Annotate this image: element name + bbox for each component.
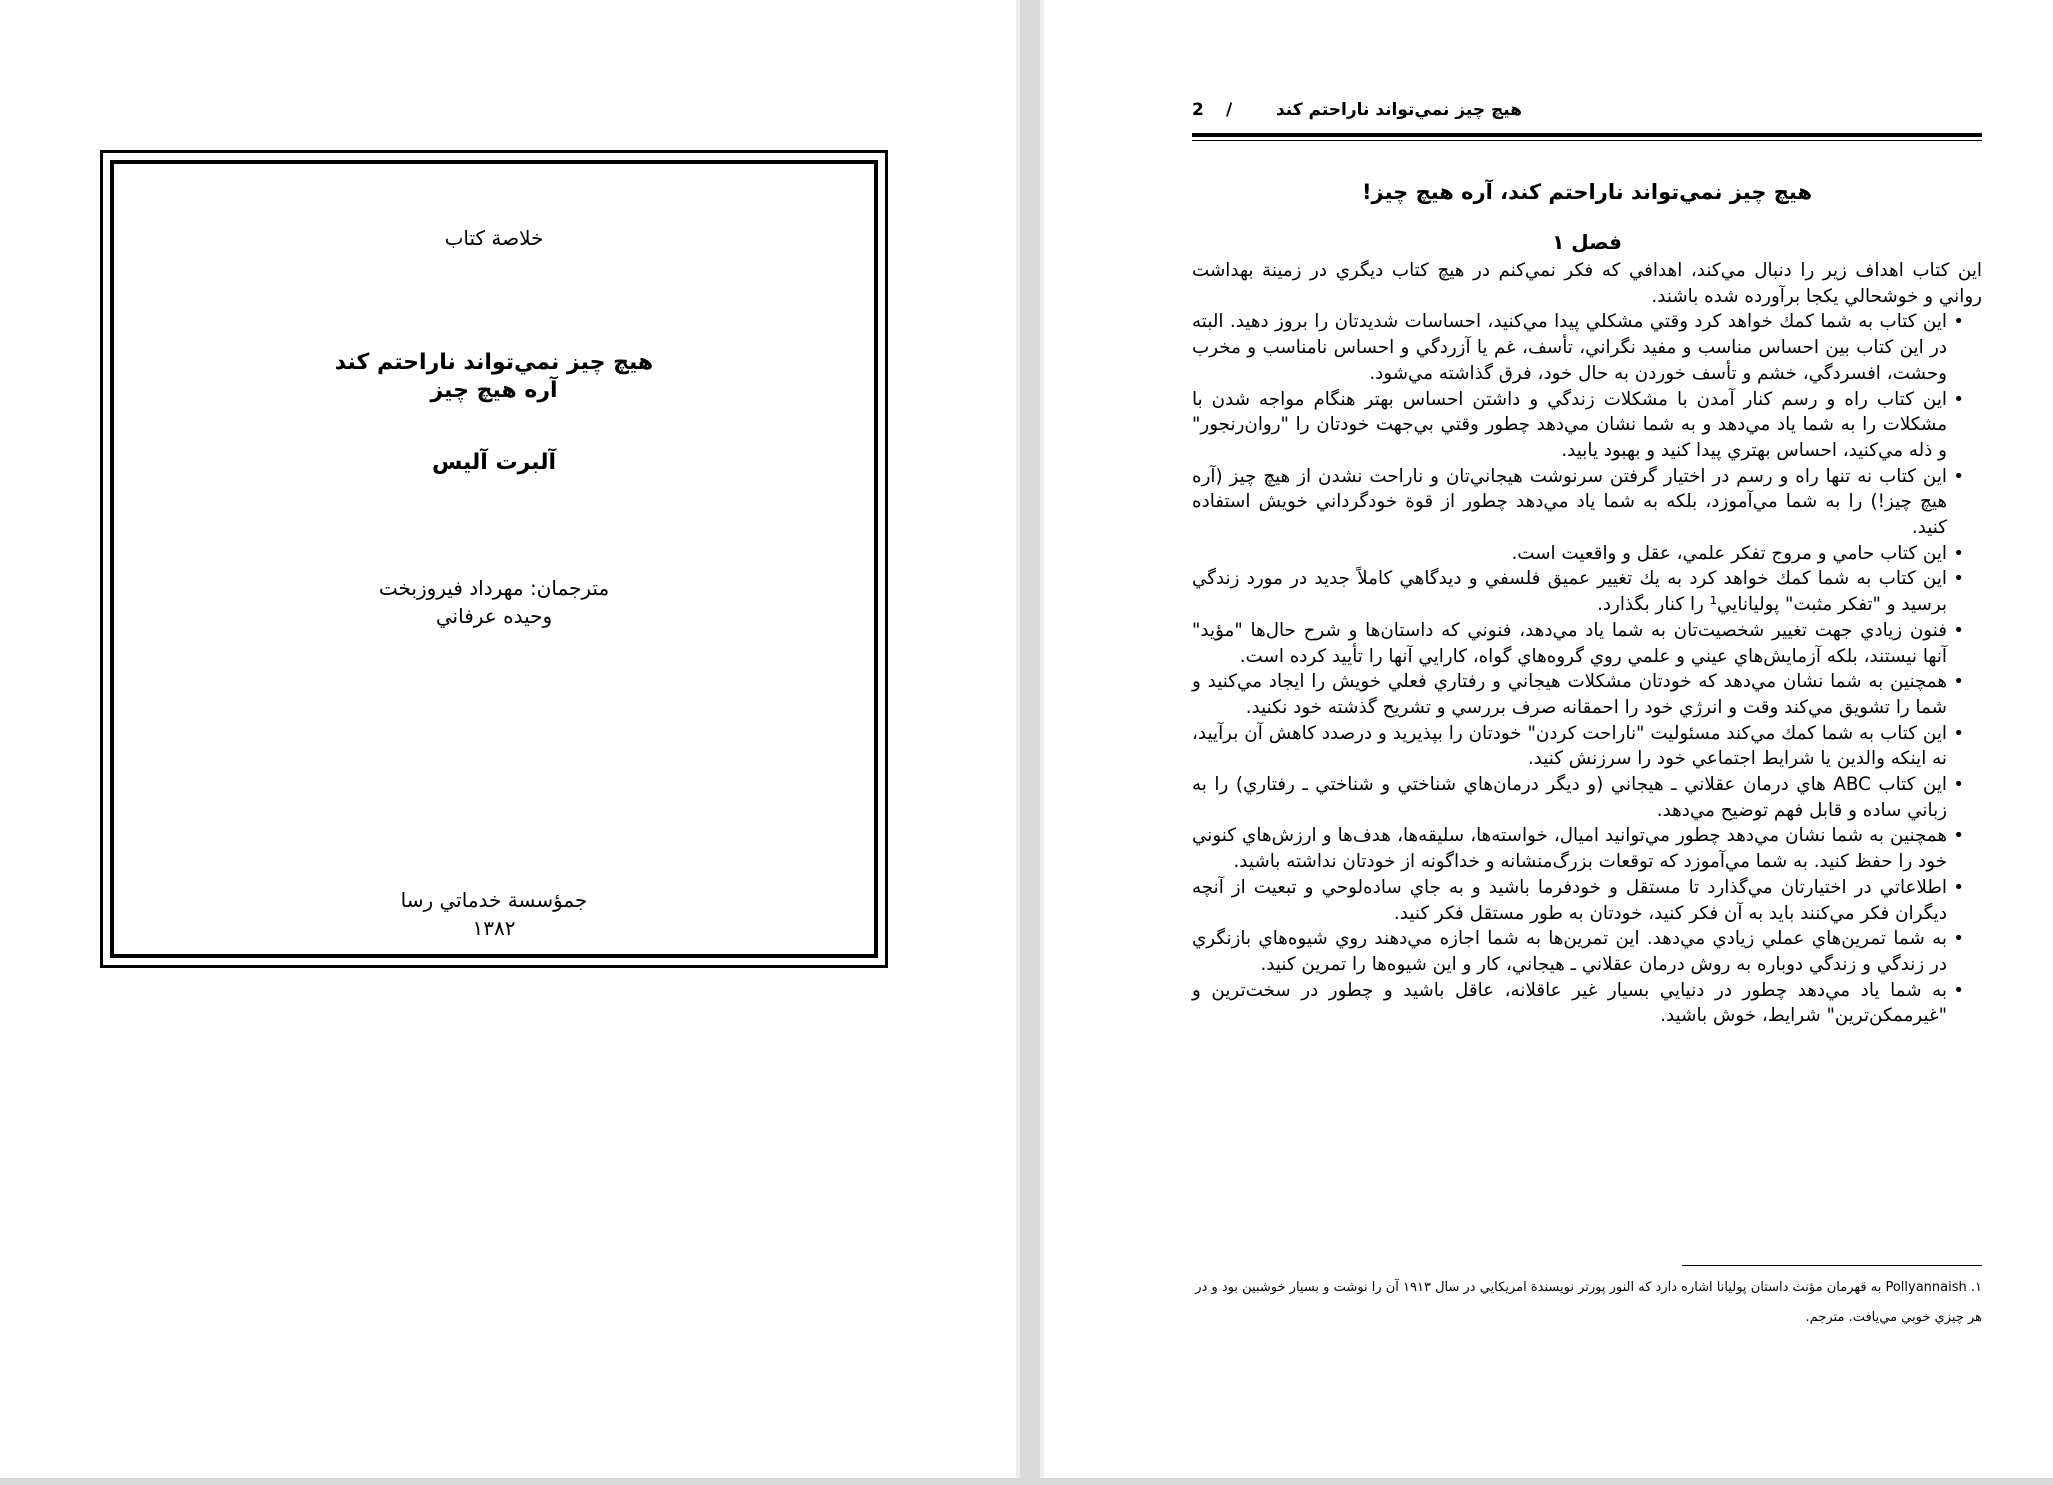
list-item [1192,978,1982,1029]
header-rule-thick [1192,133,1982,137]
list-item [1192,823,1982,874]
list-item-text: همچنين به شما نشان مي‌دهد چطور مي‌توانيد اميال، خواسته‌ها، سليقه‌ها، هدف‌ها و ارزش‌هاي كنوني خود را حفظ كنيد. به شما مي‌آموزد كه توقعات بزرگ‌منشانه و خداگونه از خودتان نداشته باشيد. [1192,825,1947,873]
cover-title [114,349,874,405]
list-item-text: اين كتاب به شما كمك خواهد كرد به يك تغيير عميق فلسفي و ديدگاهي كاملاً جديد در مورد زندگي برسيد و "تفكر مثبت" پوليانايي¹ را كنار بگذارد. [1192,568,1947,616]
bullet-dot-icon: • [1953,979,1964,1001]
list-item [1192,926,1982,977]
cover-publisher-name: جمؤسسة خدماتي رسا [400,888,588,912]
cover-page [0,0,1016,1478]
list-item-text: به شما تمرين‌هاي عملي زيادي مي‌دهد. اين تمرين‌ها به شما اجازه مي‌دهند روي شيوه‌هاي بازنگري در زندگي و زندگي دوباره به روش درمان عقلاني ـ هيجاني، كار و اين شيوه‌ها را تمرين كنيد. [1192,928,1947,975]
list-item-text: اين كتاب راه و رسم كنار آمدن با مشكلات زندگي و داشتن احساس بهتر هنگام مواجه شدن با مشكلات را به شما ياد مي‌دهد و به شما نشان مي‌دهد چطور وقتي بي‌جهت خودتان را "روان‌رنجور" و ذله مي‌كنيد، احساس بهتري پيدا كنيد و بهبود يابيد. [1192,388,1947,461]
viewer-bottom-strip [0,1478,2053,1485]
list-item-text: اين كتاب حامي و مروج تفكر علمي، عقل و واقعيت است. [1511,542,1947,564]
bullet-dot-icon: • [1953,311,1964,333]
footnote-rule [1682,1265,1982,1266]
content-page [1044,0,2053,1478]
list-item [1192,875,1982,926]
bullet-dot-icon: • [1953,876,1964,898]
bullet-list [1192,309,1982,1029]
cover-author: آلبرت آليس [431,450,557,475]
cover-title-line2: آره هيچ چيز [430,378,558,403]
header-rule-thin [1192,140,1982,141]
bullet-dot-icon: • [1953,722,1964,744]
list-item [1192,669,1982,720]
bullet-dot-icon: • [1953,568,1964,590]
running-header-title: هيچ چيز نمي‌تواند ناراحتم كند [1275,100,1522,120]
bullet-dot-icon: • [1953,465,1964,487]
chapter-heading: فصل ١ [1552,230,1622,254]
bullet-dot-icon: • [1953,619,1964,641]
list-item [1192,566,1982,617]
list-item-text: به شما ياد مي‌دهد چطور در دنيايي بسيار غير عاقلانه، عاقل باشيد و چطور در سخت‌ترين و "غيرممكن‌ترين" شرايط، خوش باشيد. [1192,979,1947,1027]
bullet-dot-icon: • [1953,774,1964,796]
cover-translators-line2: وحيده عرفاني [435,604,553,628]
list-item [1192,309,1982,386]
running-header [1192,98,1982,126]
bullet-dot-icon: • [1953,388,1964,410]
list-item-text: همچنين به شما نشان مي‌دهد كه خودتان مشكلات هيجاني و رفتاري فعلي خويش را ايجاد مي‌كنيد و شما را تشويق مي‌كند وقت و انرژي خود را احمقانه صرف بررسي و تشريح گذشته خود نكنيد. [1192,671,1947,718]
document-body [1192,258,1982,1029]
page-number: 2 [1192,100,1204,120]
list-item-text: اطلاعاتي در اختيارتان مي‌گذارد تا مستقل و خودفرما باشيد و به جاي ساده‌لوحي و تبعيت از آنچه ديگران فكر مي‌كنند بايد به آن فكر كنيد، خودتان به طور مستقل فكر كنيد. [1192,876,1947,924]
cover-frame [100,150,888,968]
list-item-text: اين كتاب به شما كمك مي‌كند مسئوليت "ناراحت كردن" خودتان را بپذيريد و درصدد كاهش آن برآييد، نه اينكه والدين يا شرايط اجتماعي خود را سرزنش كنيد. [1192,722,1947,770]
list-item [1192,772,1982,823]
cover-translators-line1: مترجمان: مهرداد فيروزبخت [378,576,610,600]
list-item [1192,618,1982,669]
intro-paragraph: اين كتاب اهداف زير را دنبال مي‌كند، اهدافي كه فكر نمي‌كنم در هيچ كتاب ديگري در زمينة بهداشت رواني و خوشحالي يكجا برآورده شده باشند. [1192,260,1982,307]
running-header-separator: / [1226,100,1233,120]
cover-label: خلاصة كتاب [444,226,544,250]
bullet-dot-icon: • [1953,542,1964,564]
list-item-text: اين كتاب ABC هاي درمان عقلاني ـ هيجاني (و ديگر درمان‌هاي شناختي و شناختي ـ رفتاري) را به زباني ساده و قابل فهم توضيح مي‌دهد. [1192,774,1947,821]
list-item-text: اين كتاب نه تنها راه و رسم در اختيار گرفتن سرنوشت هيجاني‌تان و ناراحت نشدن از هيچ چيز (آره هيچ چيز!) را به شما مي‌آموزد، بلكه به شما ياد مي‌دهد چطور از قوة خودگرداني خويش استفاده كنيد. [1192,465,1947,539]
bullet-dot-icon: • [1953,671,1964,693]
cover-title-line1: هيچ چيز نمي‌تواند ناراحتم كند [334,350,654,375]
list-item-text: فنون زيادي جهت تغيير شخصيت‌تان به شما ياد مي‌دهد، فنوني كه داستان‌ها و شرح حال‌ها "مؤيد" آنها نيستند، بلكه آزمايش‌هاي عيني و علمي روي گروه‌هاي گواه، كارايي آنها را تأييد كرده است. [1192,619,1947,667]
list-item [1192,541,1982,567]
cover-year: ١٣٨٢ [472,916,516,940]
list-item [1192,721,1982,772]
list-item-text: اين كتاب به شما كمك خواهد كرد وقتي مشكلي پيدا مي‌كنيد، احساسات شديدتان را بروز دهيد. البته در اين كتاب بين احساس مناسب و مفيد نگراني، تأسف، غم يا آزردگي و احساس نامناسب و مخرب وحشت، افسردگي، خشم و تأسف خوردن به حال خود، فرق گذاشته مي‌شود. [1192,311,1947,384]
list-item [1192,387,1982,464]
viewer-gutter [1020,0,1040,1485]
cover-frame-inner [110,160,878,958]
bullet-dot-icon: • [1953,928,1964,950]
bullet-dot-icon: • [1953,825,1964,847]
footnote: ١. Pollyannaish به قهرمان مؤنث داستان پوليانا اشاره دارد كه النور پورتر نويسندة امريكايي در سال ١٩١٣ آن را نوشت و بسيار خوشبين بود و در هر چيزي خوبي مي‌يافت. مترجم. [1195,1280,1982,1325]
cover-publisher [114,886,874,942]
document-heading: هيچ چيز نمي‌تواند ناراحتم كند، آره هيچ چيز! [1361,180,1813,204]
cover-translators [114,574,874,630]
list-item [1192,464,1982,541]
